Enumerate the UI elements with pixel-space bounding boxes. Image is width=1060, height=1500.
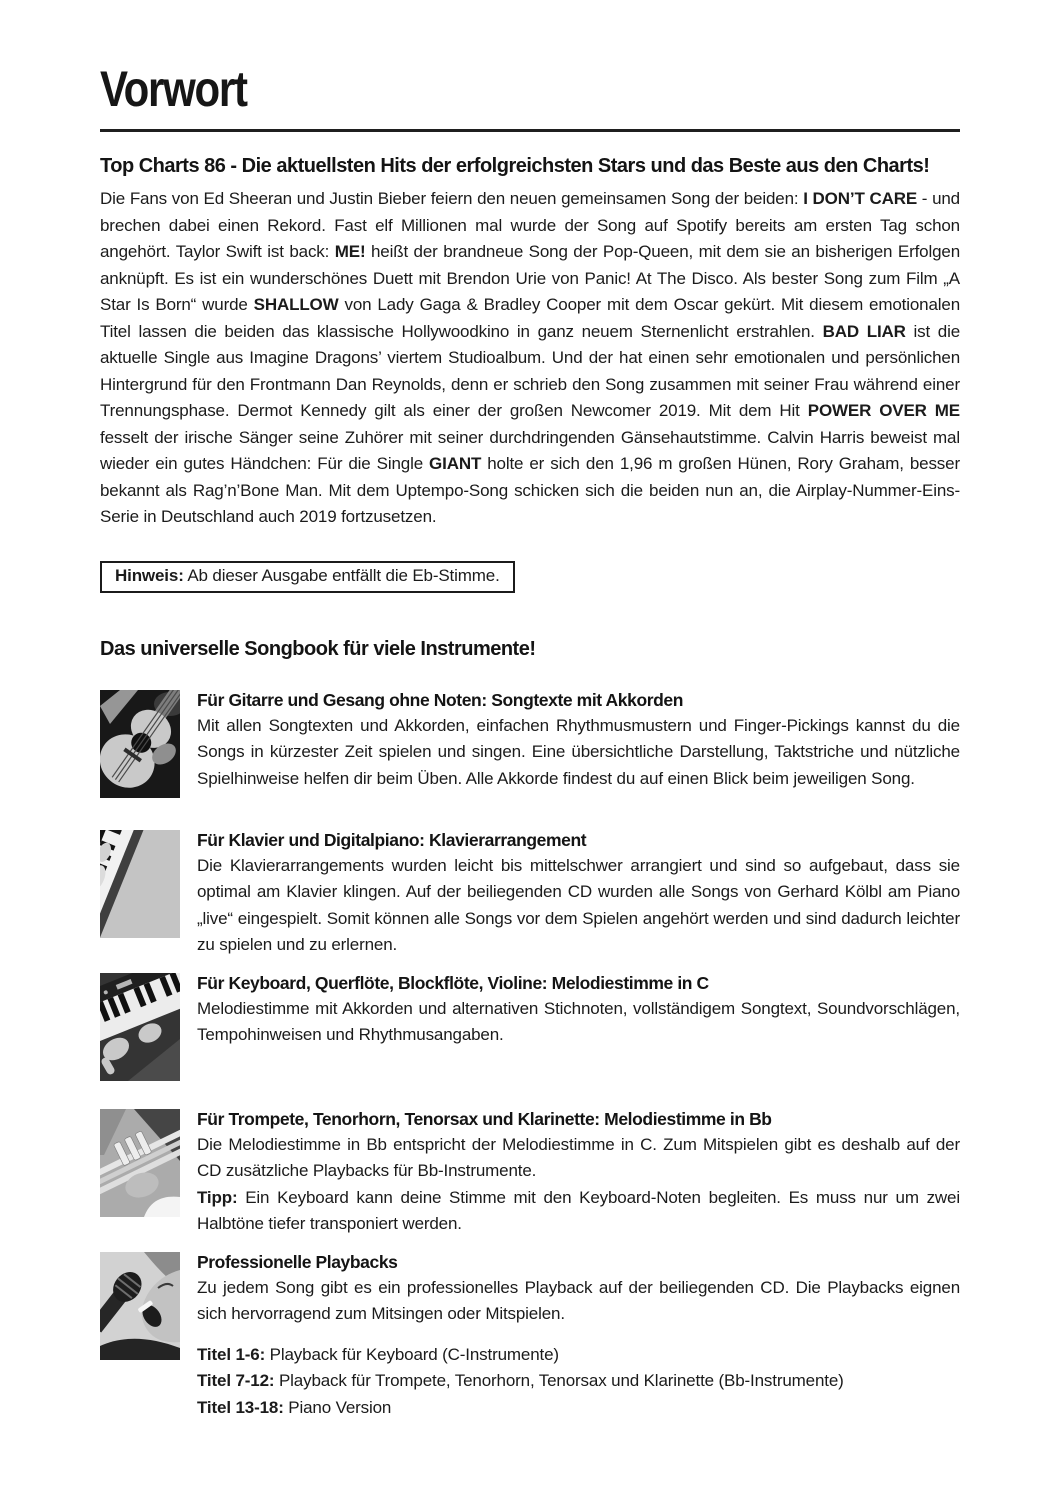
track-label: Titel 13-18:	[197, 1397, 284, 1417]
track-item	[197, 1395, 960, 1422]
section-heading: Für Trompete, Tenorhorn, Tenorsax und Klarinette: Melodiestimme in Bb	[197, 1108, 772, 1129]
piano-photo	[100, 830, 180, 938]
section-body: Zu jedem Song gibt es ein professionelles Playback auf der beiliegenden CD. Die Playbacks eignen sich hervorragend zum Mitsingen oder Mitspielen.	[197, 1277, 960, 1323]
track-label: Titel 7-12:	[197, 1371, 275, 1390]
page-title: Vorwort	[100, 61, 247, 117]
singer-photo	[100, 1252, 180, 1360]
section-body: Melodiestimme mit Akkorden und alternativen Stichnoten, vollständigem Songtext, Soundvorschlägen, Tempohinweisen und Rhythmusangaben.	[197, 998, 960, 1044]
section-playbacks-text	[197, 1252, 960, 1422]
intro-heading: Top Charts 86 - Die aktuellsten Hits der erfolgreichsten Stars und das Beste aus den Charts!	[100, 155, 930, 177]
note-label: Hinweis:	[115, 565, 184, 585]
guitar-photo	[100, 690, 180, 798]
keyboard-photo	[100, 973, 180, 1081]
section-heading: Für Gitarre und Gesang ohne Noten: Songtexte mit Akkorden	[197, 689, 684, 710]
track-text: Playback für Trompete, Tenorhorn, Tenorsax und Klarinette (Bb-Instrumente)	[274, 1371, 844, 1390]
section-gitarre-text	[197, 690, 960, 793]
instrument-sections	[100, 690, 960, 1422]
track-list	[197, 1342, 960, 1422]
note-box	[100, 561, 515, 593]
section-melodiestimme-bb-text	[197, 1109, 960, 1238]
track-text: Piano Version	[283, 1397, 392, 1417]
section-heading: Für Klavier und Digitalpiano: Klavierarrangement	[197, 829, 587, 850]
section-tip: Tipp: Ein Keyboard kann deine Stimme mit den Keyboard-Noten begleiten. Es muss nur um zwei Halbtöne tiefer transponiert werden.	[197, 1187, 960, 1233]
section-klavier-text	[197, 830, 960, 959]
track-item	[197, 1368, 960, 1395]
section-heading: Professionelle Playbacks	[197, 1251, 398, 1272]
section-klavier	[100, 830, 960, 959]
section-body: Mit allen Songtexten und Akkorden, einfachen Rhythmusmustern und Finger-Pickings kannst du die Songs in kürzester Zeit spielen und singen. Eine übersichtliche Darstellung, Taktstriche und nützliche Spielhinweise helfen dir beim Üben. Alle Akkorde findest du auf einen Blick beim jeweiligen Song.	[197, 715, 960, 788]
trumpet-photo	[100, 1109, 180, 1217]
section-melodiestimme-c-text	[197, 973, 960, 1049]
section-melodiestimme-c	[100, 973, 960, 1081]
section-heading: Für Keyboard, Querflöte, Blockflöte, Violine: Melodiestimme in C	[197, 972, 709, 993]
track-item	[197, 1342, 960, 1369]
songbook-heading: Das universelle Songbook für viele Instrumente!	[100, 637, 536, 660]
title-divider	[100, 129, 960, 132]
section-playbacks	[100, 1252, 960, 1422]
track-label: Titel 1-6:	[197, 1344, 266, 1364]
track-text: Playback für Keyboard (C-Instrumente)	[265, 1344, 559, 1364]
section-body: Die Melodiestimme in Bb entspricht der Melodiestimme in C. Zum Mitspielen gibt es deshalb auf der CD zusätzliche Playbacks für Bb-Instrumente.	[197, 1134, 960, 1180]
section-melodiestimme-bb	[100, 1109, 960, 1238]
note-text: Ab dieser Ausgabe entfällt die Eb-Stimme.	[183, 565, 500, 585]
intro-paragraph: Die Fans von Ed Sheeran und Justin Bieber feiern den neuen gemeinsamen Song der beiden: I DON’T CARE - und brechen dabei einen Rekord. Fast elf Millionen mal wurde der Song auf Spotify bereits am ersten Tag schon angehört. Taylor Swift ist back: ME! heißt der brandneue Song der Pop-Queen, mit dem sie an bisherigen Erfolgen anknüpft. Es ist ein wunderschönes Duett mit Brendon Urie von Panic! At The Disco. Als bester Song zum Film „A Star Is Born“ wurde SHALLOW von Lady Gaga & Bradley Cooper mit dem Oscar gekürt. Mit diesem emotionalen Titel lassen die beiden das klassische Hollywoodkino in ganz neuem Sternenlicht erstrahlen. BAD LIAR ist die aktuelle Single aus Imagine Dragons’ viertem Studioalbum. Und der hat einen sehr emotionalen und persönlichen Hintergrund für den Frontmann Dan Reynolds, denn er schrieb den Song zusammen mit seiner Frau während einer Trennungsphase. Dermot Kennedy gilt als einer der großen Newcomer 2019. Mit dem Hit POWER OVER ME fesselt der irische Sänger seine Zuhörer mit seiner durchdringenden Gänsehautstimme. Calvin Harris beweist mal wieder ein gutes Händchen: Für die Single GIANT holte er sich den 1,96 m großen Hünen, Rory Graham, besser bekannt als Rag’n’Bone Man. Mit dem Uptempo-Song schicken sich die beiden nun an, die Airplay-Nummer-Eins-Serie in Deutschland auch 2019 fortzusetzen.	[100, 189, 961, 526]
section-gitarre	[100, 690, 960, 798]
section-body: Die Klavierarrangements wurden leicht bis mittelschwer arrangiert und sind so aufgebaut, dass sie optimal am Klavier klingen. Auf der beiliegenden CD wurden alle Songs von Gerhard Kölbl am Piano „live“ eingespielt. Somit können alle Songs vor dem Spielen angehört werden und sind dadurch leichter zu spielen und zu erlernen.	[197, 855, 960, 954]
